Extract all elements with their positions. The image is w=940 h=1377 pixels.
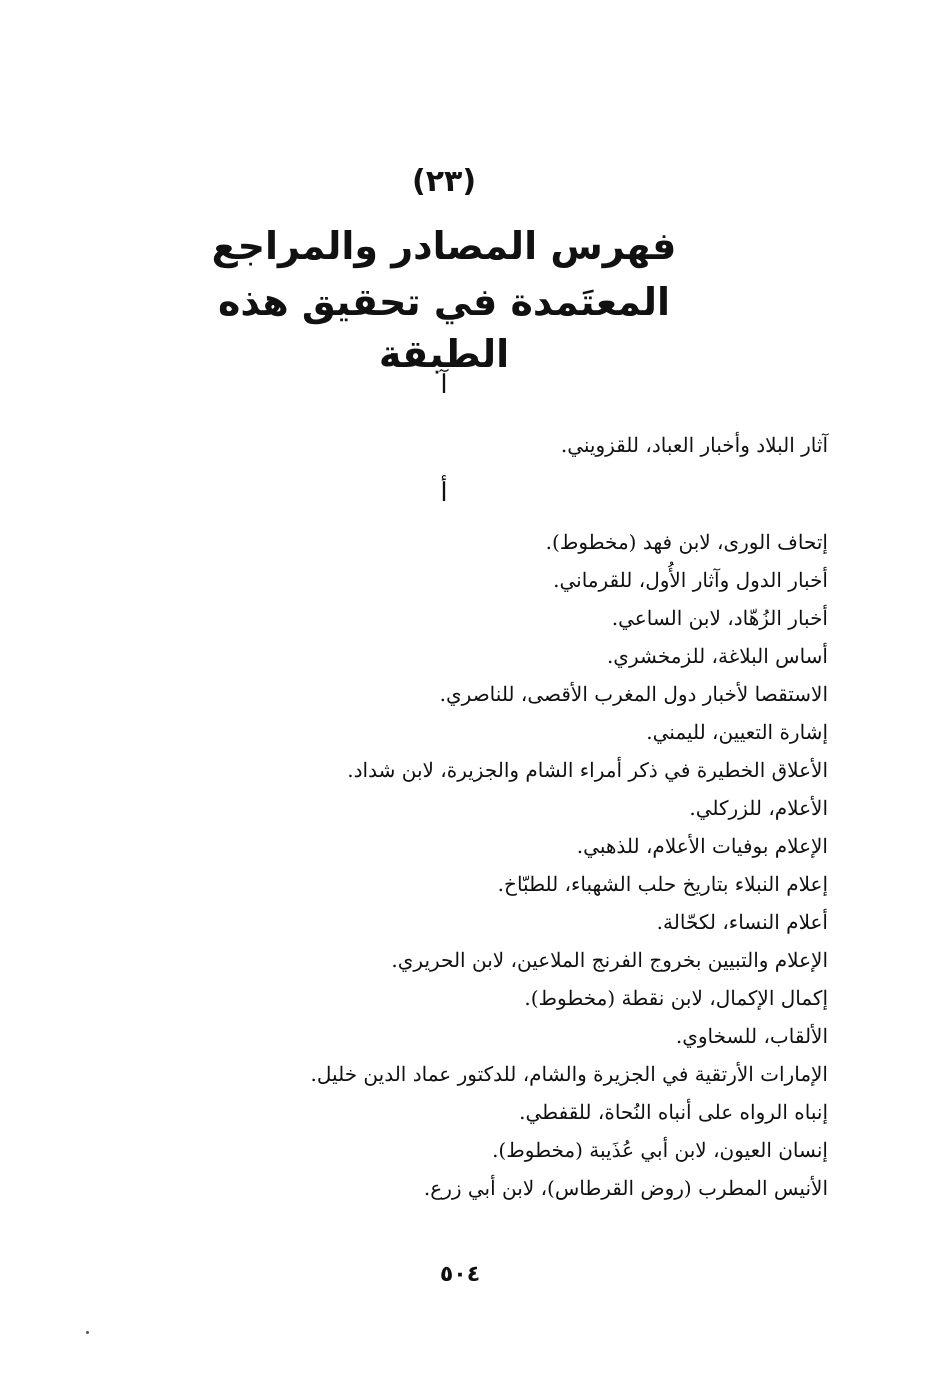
bibliography-entry: الأعلاق الخطيرة في ذكر أمراء الشام والجزيرة، لابن شداد.: [347, 758, 828, 782]
bibliography-entry: إشارة التعيين، لليمني.: [646, 720, 828, 744]
bibliography-entry: الإعلام والتبيين بخروج الفرنج الملاعين، لابن الحريري.: [391, 948, 828, 972]
bibliography-entry: أخبار الدول وآثار الأُول، للقرماني.: [553, 568, 828, 592]
chapter-title-line-1: فهرس المصادر والمراجع: [211, 224, 677, 268]
bibliography-entry: أخبار الزُهّاد، لابن الساعي.: [611, 606, 828, 630]
bibliography-entry: إنباه الرواه على أنباه النُحاة، للقفطي.: [519, 1100, 828, 1124]
bibliography-entry: إنسان العيون، لابن أبي عُذَيبة (مخطوط).: [492, 1138, 828, 1162]
bibliography-entry: الاستقصا لأخبار دول المغرب الأقصى، للناصري.: [439, 682, 828, 706]
bibliography-entry: الأنيس المطرب (روض القرطاس)، لابن أبي زرع.: [423, 1176, 828, 1200]
section-letter-alef-madda: آ: [440, 370, 448, 400]
chapter-number: (٢٣): [411, 164, 477, 199]
bibliography-entry: أساس البلاغة، للزمخشري.: [606, 644, 828, 668]
bibliography-entry: آثار البلاد وأخبار العباد، للقزويني.: [560, 433, 828, 457]
bibliography-entry: إتحاف الورى، لابن فهد (مخطوط).: [545, 530, 828, 554]
section-letter-alef-hamza: أ: [440, 478, 448, 508]
bibliography-entry: أعلام النساء، لكحّالة.: [656, 910, 828, 934]
bibliography-entry: إكمال الإكمال، لابن نقطة (مخطوط).: [524, 986, 828, 1010]
bibliography-entry: الإمارات الأرتقية في الجزيرة والشام، للدكتور عماد الدين خليل.: [310, 1062, 828, 1086]
chapter-title-line-2: المعتَمدة في تحقيق هذه الطبقة: [217, 280, 671, 376]
bibliography-entry: إعلام النبلاء بتاريخ حلب الشهباء، للطبّاخ.: [497, 872, 828, 896]
scan-speck: [86, 1331, 89, 1334]
page-number: ٥٠٤: [439, 1262, 481, 1287]
bibliography-entry: الأعلام، للزركلي.: [689, 796, 828, 820]
bibliography-entry: الإعلام بوفيات الأعلام، للذهبي.: [576, 834, 828, 858]
bibliography-entry: الألقاب، للسخاوي.: [675, 1024, 828, 1048]
